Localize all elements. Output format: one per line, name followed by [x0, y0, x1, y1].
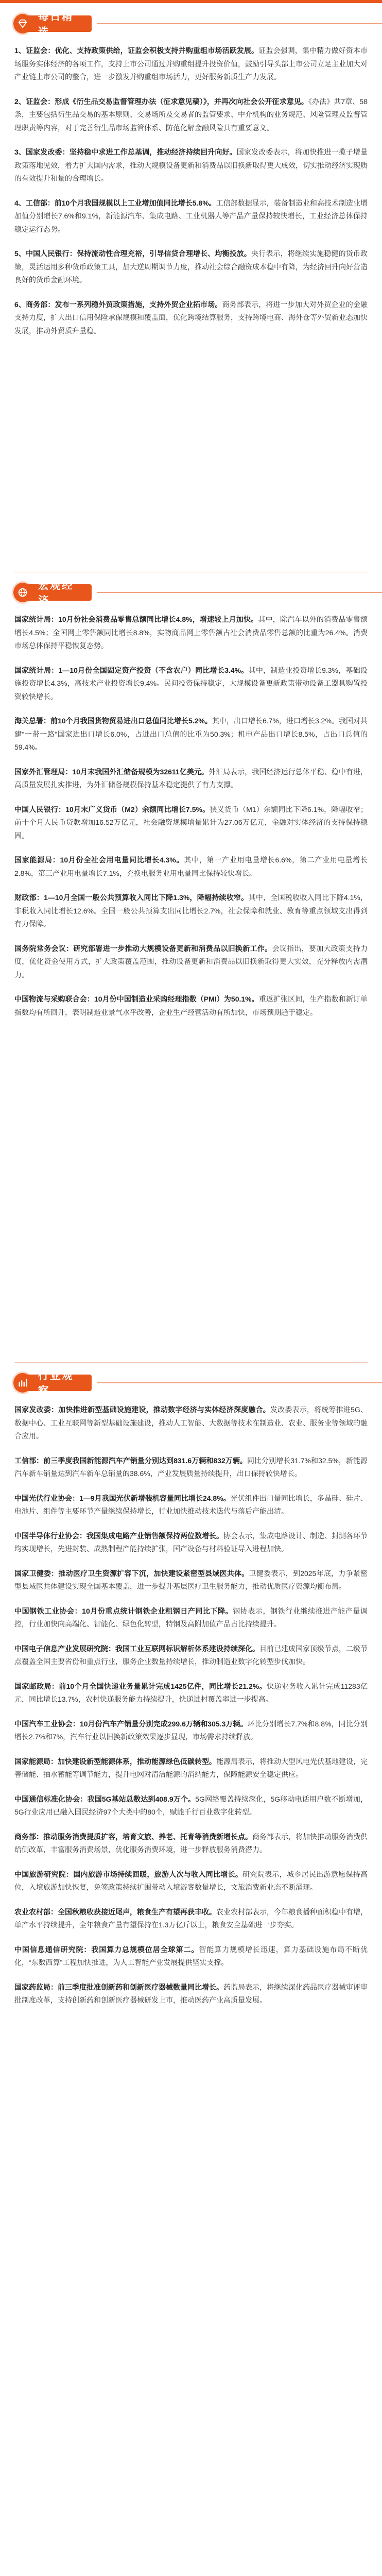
- news-item-headline: 中国旅游研究院：国内旅游市场持续回暖，旅游人次与收入同比增长。: [14, 1870, 243, 1878]
- news-item-text: 商务部表示，将进一步加大对外贸企业的金融支持力度，扩大出口信用保险承保规模和覆盖面，优化跨境结算服务，支持跨境电商、海外仓等外贸新业态加快发展，推动外贸质升量稳。: [14, 300, 368, 335]
- news-item: [14, 197, 368, 236]
- news-item-text: 其中，除汽车以外的消费品零售额增长4.5%；全国网上零售额同比增长8.8%，实物商品网上零售额占社会消费品零售总额的比重为26.4%。消费市场总体保持平稳恢复态势。: [14, 615, 368, 650]
- news-item: [14, 298, 368, 338]
- news-item: [14, 1868, 368, 1894]
- news-item-text: 协会表示，集成电路设计、制造、封测各环节均实现增长，先进封装、成熟制程产能持续扩张，国产设备与材料验证导入进程加快。: [14, 1531, 368, 1553]
- news-item-text: 同比分别增长31.7%和32.5%，新能源汽车新车销量达到汽车新车总销量的38.6%，产业发展质量持续提升，出口保持较快增长。: [14, 1456, 368, 1478]
- news-item-headline: 中国汽车工业协会：10月份汽车产销量分别完成299.6万辆和305.3万辆。: [14, 1719, 248, 1728]
- news-item-headline: 国家药监局：前三季度批准创新药和创新医疗器械数量同比增长。: [14, 1982, 223, 1991]
- news-item: [14, 1492, 368, 1518]
- news-item-headline: 国家邮政局：前10个月全国快递业务量累计完成1425亿件，同比增长21.2%。: [14, 1682, 267, 1690]
- news-item: [14, 95, 368, 135]
- news-item: [14, 1680, 368, 1706]
- news-item: [14, 1567, 368, 1594]
- news-item-text: 工信部数据显示，装备制造业和高技术制造业增加值分别增长7.6%和9.1%，新能源汽车、集成电路、工业机器人等产品产量保持较快增长，工业经济总体保持稳定运行态势。: [14, 198, 368, 233]
- news-item-headline: 中国物流与采购联合会：10月份中国制造业采购经理指数（PMI）为50.1%。: [14, 995, 259, 1003]
- news-item: [14, 1793, 368, 1819]
- news-item: [14, 1403, 368, 1443]
- news-item-text: 其中，制造业投资增长9.3%，基础设施投资增长4.3%，高技术产业投资增长9.4%。民间投资保持稳定，大规模设备更新政策带动设备工器具购置投资较快增长。: [14, 666, 368, 701]
- news-item-headline: 商务部：推动服务消费提质扩容，培育文旅、养老、托育等消费新增长点。: [14, 1832, 252, 1841]
- news-item: [14, 613, 368, 653]
- news-item-text: 证监会强调，集中精力做好资本市场服务实体经济的各项工作，支持上市公司通过并购重组提升投资价值，鼓励引导头部上市公司立足主业加大对产业链上市公司的整合，进一步激发并购重组市场活力，更好服务新质生产力发展。: [14, 46, 368, 81]
- top-accent-strip: [0, 0, 382, 3]
- news-item: [14, 766, 368, 792]
- news-item-text: 环比分别增长7.7%和8.8%，同比分别增长2.7%和7%，汽车行业以旧换新政策效果逐步显现，市场需求持续释放。: [14, 1719, 368, 1741]
- news-item: [14, 1530, 368, 1556]
- section-title: 宏观经济: [28, 584, 92, 601]
- section-header-macro-economy: [13, 580, 382, 607]
- news-item-headline: 3、国家发改委：坚持稳中求进工作总基调，推动经济持续回升向好。: [14, 148, 237, 156]
- news-item-headline: 国家发改委：加快推进新型基础设施建设，推动数字经济与实体经济深度融合。: [14, 1405, 270, 1414]
- section-divider: [14, 1362, 368, 1363]
- news-item: [14, 1906, 368, 1932]
- news-item: [14, 715, 368, 754]
- news-item: [14, 1755, 368, 1782]
- news-item-text: 目前已建成国家顶级节点，二级节点覆盖全国主要省份和重点行业，服务企业数量持续增长，推动制造业数字化转型步伐加快。: [14, 1644, 368, 1666]
- news-item-headline: 中国钢铁工业协会：10月份重点统计钢铁企业粗钢日产同比下降。: [14, 1606, 233, 1615]
- news-item-headline: 4、工信部：前10个月我国规模以上工业增加值同比增长5.8%。: [14, 198, 216, 207]
- news-item-text: 其中，第一产业用电量增长6.6%，第二产业用电量增长2.8%，第三产业用电量增长7.1%，充换电服务业用电量同比保持较快增长。: [14, 856, 368, 877]
- section-header-daily-picks: [13, 11, 382, 38]
- news-item: [14, 993, 368, 1019]
- news-item-text: 智能算力规模增长迅速，算力基础设施布局不断优化，“东数西算”工程加快推进，为人工智能产业发展提供坚实支撑。: [14, 1945, 368, 1967]
- news-item-headline: 海关总署：前10个月我国货物贸易进出口总值同比增长5.2%。: [14, 717, 212, 725]
- news-item-headline: 国家能源局：10月份全社会用电量同比增长4.3%。: [14, 856, 184, 864]
- news-item-text: 研究院表示，城乡居民出游意愿保持高位，入境旅游加快恢复，免签政策持续扩围带动入境游客数量增长，文旅消费新业态不断涌现。: [14, 1870, 368, 1891]
- news-item-text: 其中，出口增长6.7%，进口增长3.2%。我国对共建“一带一路”国家进出口增长6.0%，占进出口总值的比重为50.3%；机电产品出口增长8.5%，占出口总值的59.4%。: [14, 717, 368, 751]
- news-item: [14, 247, 368, 287]
- news-item: [14, 1642, 368, 1669]
- news-item-text: 央行表示，将继续实施稳健的货币政策，灵活运用多种货币政策工具，加大逆周期调节力度，推动社会综合融资成本稳中有降，为经济回升向好营造良好的货币金融环境。: [14, 249, 368, 284]
- news-item-text: 农业农村部表示，今年粮食播种面积稳中有增，单产水平持续提升，全年粮食产量有望保持在1.3万亿斤以上，粮食安全基础进一步夯实。: [14, 1907, 368, 1929]
- section-rule: [97, 1382, 382, 1383]
- news-item: [14, 1943, 368, 1970]
- news-item-text: 会议指出，要加大政策支持力度，优化资金使用方式，扩大政策覆盖范围，推动设备更新和消费品以旧换新取得更大实效，充分释放内需潜力。: [14, 944, 368, 979]
- news-item-headline: 国家统计局：10月份社会消费品零售总额同比增长4.8%，增速较上月加快。: [14, 615, 258, 623]
- news-item-text: 快递业务收入累计完成11283亿元，同比增长13.7%，农村快递服务能力持续提升，快递进村覆盖率进一步提高。: [14, 1682, 368, 1703]
- section-body-macro-economy: [14, 613, 368, 1355]
- news-item-headline: 中国半导体行业协会：我国集成电路产业销售额保持两位数增长。: [14, 1531, 223, 1540]
- news-item-text: 发改委表示，将统筹推进5G、数据中心、工业互联网等新型基础设施建设，推动人工智能、大数据等技术在制造业、农业、服务业等领域的融合应用。: [14, 1405, 368, 1440]
- news-item: [14, 664, 368, 704]
- news-item: [14, 1605, 368, 1631]
- news-item-text: 外汇局表示，我国经济运行总体平稳、稳中有进，高质量发展扎实推进，为外汇储备规模保持基本稳定提供了有力支撑。: [14, 767, 368, 789]
- news-item-headline: 国家能源局：加快建设新型能源体系，推动能源绿色低碳转型。: [14, 1757, 216, 1766]
- news-item: [14, 1718, 368, 1744]
- section-body-daily-picks: [14, 44, 368, 566]
- news-item: [14, 854, 368, 880]
- news-item-headline: 中国信息通信研究院：我国算力总规模位居全球第二。: [14, 1945, 199, 1954]
- news-item: [14, 1831, 368, 1857]
- section-title: 每日精选: [28, 15, 92, 32]
- section-header-industry-watch: [13, 1370, 382, 1397]
- section-title: 行业观察: [28, 1375, 92, 1391]
- news-item-headline: 6、商务部：发布一系列稳外贸政策措施，支持外贸企业拓市场。: [14, 300, 222, 309]
- news-item: [14, 942, 368, 982]
- news-item-text: 卫健委表示，到2025年底，力争紧密型县域医共体建设实现全国基本覆盖，进一步提升基层医疗卫生服务能力，推动优质医疗资源均衡布局。: [14, 1569, 368, 1590]
- news-item: [14, 803, 368, 843]
- news-item: [14, 146, 368, 185]
- news-item-headline: 1、证监会：优化、支持政策供给，证监会积极支持并购重组市场活跃发展。: [14, 46, 259, 55]
- news-item-text: 商务部表示，将加快推动服务消费供给侧改革，丰富服务消费场景，优化服务消费环境，进一步释放服务消费潜力。: [14, 1832, 368, 1854]
- section-rule: [97, 592, 382, 593]
- news-item-text: 国家发改委表示，将加快推进一揽子增量政策落地见效，着力扩大国内需求，推动大规模设备更新和消费品以旧换新取得更大成效，切实推动经济实现质的有效提升和量的合理增长。: [14, 148, 368, 182]
- news-item-headline: 中国人民银行：10月末广义货币（M2）余额同比增长7.5%。: [14, 805, 210, 814]
- news-item: [14, 891, 368, 931]
- news-item-headline: 农业农村部：全国秋粮收获接近尾声，粮食生产有望再获丰收。: [14, 1907, 216, 1916]
- section-rule: [97, 23, 382, 24]
- news-item-headline: 国家统计局：1—10月份全国固定资产投资（不含农户）同比增长3.4%。: [14, 666, 249, 674]
- news-item-text: 药监局表示，将继续深化药品医疗器械审评审批制度改革，支持创新药和创新医疗器械研发上市，推动医药产业高质量发展。: [14, 1982, 368, 2004]
- news-item: [14, 1454, 368, 1481]
- news-item-headline: 工信部：前三季度我国新能源汽车产销量分别达到831.6万辆和832万辆。: [14, 1456, 247, 1465]
- section-body-industry-watch: [14, 1403, 368, 2576]
- news-item-text: 《办法》共7章、58条，主要包括衍生品交易的基本原则、交易场所及交易者的监管要求、中介机构的业务规范、风险管理及监督管理职责等内容，对于完善衍生品市场监管体系、防范化解金融风险具有重要意义。: [14, 97, 368, 132]
- news-item-headline: 5、中国人民银行：保持流动性合理充裕，引导信贷合理增长、均衡投放。: [14, 249, 252, 258]
- news-item-text: 5G网络覆盖持续深化，5G移动电话用户数不断增加，5G行业应用已融入国民经济97个大类中的80个，赋能千行百业数字化转型。: [14, 1794, 368, 1816]
- news-item-headline: 中国光伏行业协会：1—9月我国光伏新增装机容量同比增长24.8%。: [14, 1494, 231, 1502]
- news-item-text: 其中，全国税收收入同比下降4.1%，非税收入同比增长12.6%。全国一般公共预算支出同比增长2.7%，社会保障和就业、教育等重点领域支出得到有力保障。: [14, 893, 368, 928]
- news-item-headline: 中国通信标准化协会：我国5G基站总数达到408.9万个。: [14, 1794, 196, 1803]
- news-item-headline: 国务院常务会议：研究部署进一步推动大规模设备更新和消费品以旧换新工作。: [14, 944, 272, 953]
- news-item-headline: 国家外汇管理局：10月末我国外汇储备规模为32611亿美元。: [14, 767, 209, 776]
- news-item-text: 钢协表示，钢铁行业继续推进产能产量调控，行业加快向高端化、智能化、绿色化转型，特钢及高附加值产品占比持续提升。: [14, 1606, 368, 1628]
- news-item-headline: 财政部：1—10月全国一般公共预算收入同比下降1.3%，降幅持续收窄。: [14, 893, 249, 902]
- news-item: [14, 44, 368, 84]
- news-item-text: 光伏组件出口量同比增长，多晶硅、硅片、电池片、组件等主要环节产量继续保持增长，行业加快推动技术迭代与落后产能出清。: [14, 1494, 368, 1515]
- news-item-text: 狭义货币（M1）余额同比下降6.1%，降幅收窄；前十个月人民币贷款增加16.52万亿元，社会融资规模增量累计为27.06万亿元，金融对实体经济的支持保持稳固。: [14, 805, 368, 840]
- news-item-headline: 2、证监会：形成《衍生品交易监督管理办法（征求意见稿）》，并再次向社会公开征求意见。: [14, 97, 309, 106]
- news-item-headline: 国家卫健委：推动医疗卫生资源扩容下沉，加快建设紧密型县域医共体。: [14, 1569, 249, 1578]
- news-item: [14, 1981, 368, 2007]
- news-item-text: 重返扩张区间，生产指数和新订单指数均有所回升，表明制造业景气水平改善，企业生产经营活动有所加快，市场预期趋于稳定。: [14, 995, 368, 1016]
- news-item-headline: 中国电子信息产业发展研究院：我国工业互联网标识解析体系建设持续深化。: [14, 1644, 259, 1653]
- news-item-text: 能源局表示，将推动大型风电光伏基地建设，完善储能、抽水蓄能等调节能力，提升电网对清洁能源的消纳能力，保障能源安全稳定供应。: [14, 1757, 368, 1778]
